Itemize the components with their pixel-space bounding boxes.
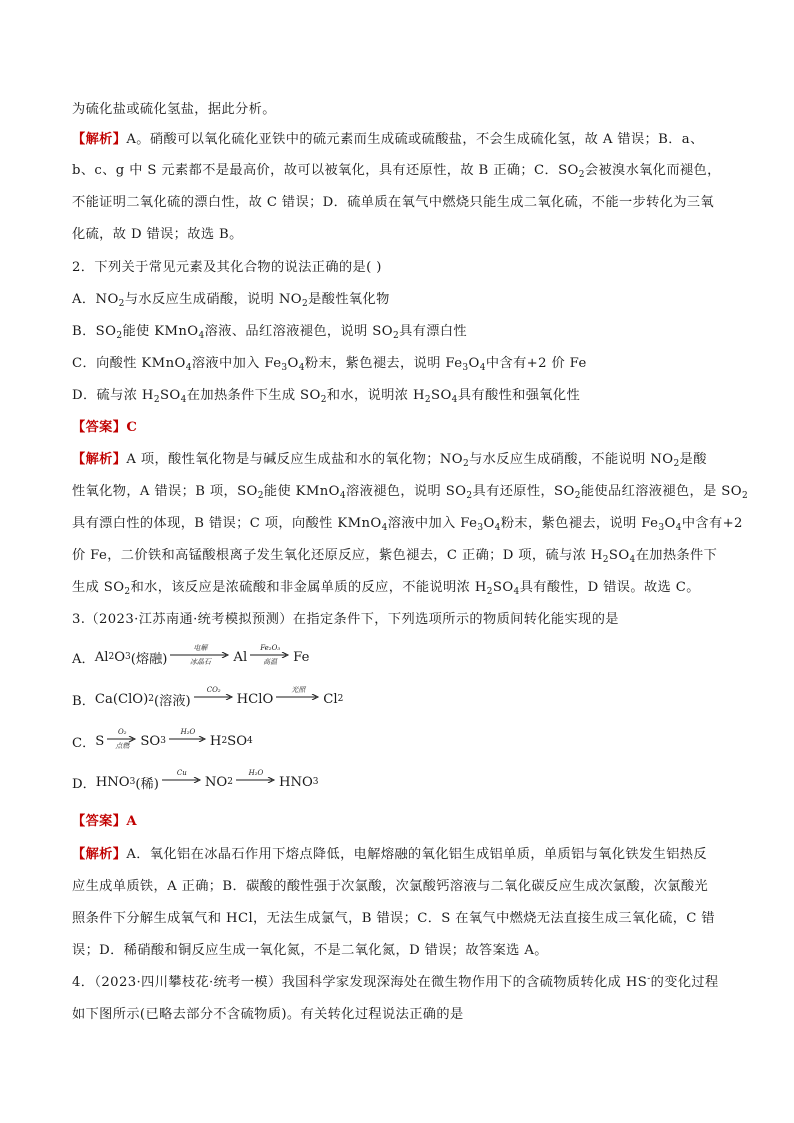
paragraph-line: 价 Fe，二价铁和高锰酸根离子发生氧化还原反应，紫色褪去，C 正确；D 项，硫与浓 $H_2SO_4$在加热条件下 xyxy=(72,548,718,565)
question-4-stem: 4．（2023·四川攀枝花·统考一模）我国科学家发现深海处在微生物作用下的含硫物质转化成 HS-的变化过程 xyxy=(72,974,719,990)
question-3-option-c: C． S O₂ 点燃 SO 3 H₂O H 2 SO 4 xyxy=(72,728,253,751)
paragraph-line: 生成 $SO_2$和水，该反应是浓硫酸和非金属单质的反应，不能说明浓 $H_2SO_4$具有酸性，D 错误。故选 C。 xyxy=(72,580,700,597)
reaction-arrow: Fe₂O₃ 高温 xyxy=(250,644,290,666)
analysis-tag: 【解析】 xyxy=(72,132,127,147)
analysis-tag: 【解析】 xyxy=(72,452,127,467)
paragraph-line: 不能证明二氧化硫的漂白性，故 C 错误；D．硫单质在氧气中燃烧只能生成二氧化硫，不能一步转化为三氧 xyxy=(72,195,715,210)
question-2-option-c: C．向酸性 KMnO$_4$溶液中加入 $Fe_3O_4$粉末，紫色褪去，说明 $Fe_3O_4$中含有+2 价 Fe xyxy=(72,356,587,373)
question-3-option-d: D． HNO 3 (稀) Cu NO 2 H₂O HNO 3 xyxy=(72,769,319,792)
reaction-arrow: Cu xyxy=(162,769,202,791)
paragraph-line: 应生成单质铁，A 正确；B．碳酸的酸性强于次氯酸，次氯酸钙溶液与二氧化碳反应生成次氯酸，次氯酸光 xyxy=(72,879,709,894)
reaction-arrow: O₂ 点燃 xyxy=(107,728,137,750)
question-4-stem-cont: 如下图所示(已略去部分不含硫物质)。有关转化过程说法正确的是 xyxy=(72,1007,464,1022)
paragraph-line: 照条件下分解生成氧气和 HCl，无法生成氯气，B 错误；C．S 在氧气中燃烧无法直接生成三氧化硫，C 错 xyxy=(72,911,715,926)
question-3-option-b: B． Ca(ClO) 2 (溶液) CO₂ HClO 光照 Cl 2 xyxy=(72,686,344,709)
question-2-option-d: D．硫与浓 $H_2SO_4$在加热条件下生成 $SO_2$和水，说明浓 $H_2SO_4$具有酸性和强氧化性 xyxy=(72,388,581,405)
answer-tag: 【答案】 xyxy=(72,814,127,829)
reaction-arrow: CO₂ xyxy=(194,686,234,708)
reaction-arrow: H₂O xyxy=(169,728,207,750)
answer-tag: 【答案】 xyxy=(72,420,127,435)
answer-line: 【答案】A xyxy=(72,814,137,829)
answer-line: 【答案】C xyxy=(72,420,138,435)
analysis-tag: 【解析】 xyxy=(72,847,127,862)
reaction-arrow: 光照 xyxy=(276,686,320,708)
question-2-option-a: A．$NO_2$与水反应生成硝酸，说明 $NO_2$是酸性氧化物 xyxy=(72,292,390,309)
reaction-arrow: H₂O xyxy=(236,769,276,791)
question-2-stem: 2．下列关于常见元素及其化合物的说法正确的是( ) xyxy=(72,260,382,275)
paragraph-line: 为硫化盐或硫化氢盐，据此分析。 xyxy=(72,102,276,117)
paragraph-line: b、c、g 中 S 元素都不是最高价，故可以被氧化，具有还原性，故 B 正确；C．$SO_2$会被溴水氧化而褪色， xyxy=(72,163,721,180)
paragraph-line: 具有漂白性的体现，B 错误；C 项，向酸性 KMnO$_4$溶液中加入 $Fe_3O_4$粉末，紫色褪去，说明 $Fe_3O_4$中含有+2 xyxy=(72,516,743,533)
question-3-stem: 3.（2023·江苏南通·统考模拟预测）在指定条件下，下列选项所示的物质间转化能实现的是 xyxy=(72,612,619,627)
paragraph-line: 化硫，故 D 错误；故选 B。 xyxy=(72,227,243,242)
question-2-option-b: B．$SO_2$能使 KMnO$_4$溶液、品红溶液褪色，说明 $SO_2$具有漂白性 xyxy=(72,324,468,341)
paragraph-line: 误；D．稀硝酸和铜反应生成一氧化氮，不是二氧化氮，D 错误；故答案选 A。 xyxy=(72,943,548,958)
reaction-arrow: 电解 冰晶石 xyxy=(170,644,230,666)
paragraph-line: 【解析】A．氧化铝在冰晶石作用下熔点降低，电解熔融的氧化铝生成铝单质，单质铝与氧化铁发生铝热反 xyxy=(72,847,707,862)
paragraph-line: 性氧化物，A 错误；B 项，$SO_2$能使 KMnO$_4$溶液褪色，说明 $SO_2$具有还原性，$SO_2$能使品红溶液褪色，是 $SO_2$ xyxy=(72,484,749,501)
paragraph-line: 【解析】A 项，酸性氧化物是与碱反应生成盐和水的氧化物；$NO_2$与水反应生成硝酸，不能说明 $NO_2$是酸 xyxy=(72,452,707,469)
paragraph-line: 【解析】A。硝酸可以氧化硫化亚铁中的硫元素而生成硫或硫酸盐，不会生成硫化氢，故 A 错误；B．a、 xyxy=(72,132,704,147)
question-3-option-a: A． Al 2 O 3 (熔融) 电解 冰晶石 Al Fe₂O₃ 高温 Fe xyxy=(72,644,310,667)
